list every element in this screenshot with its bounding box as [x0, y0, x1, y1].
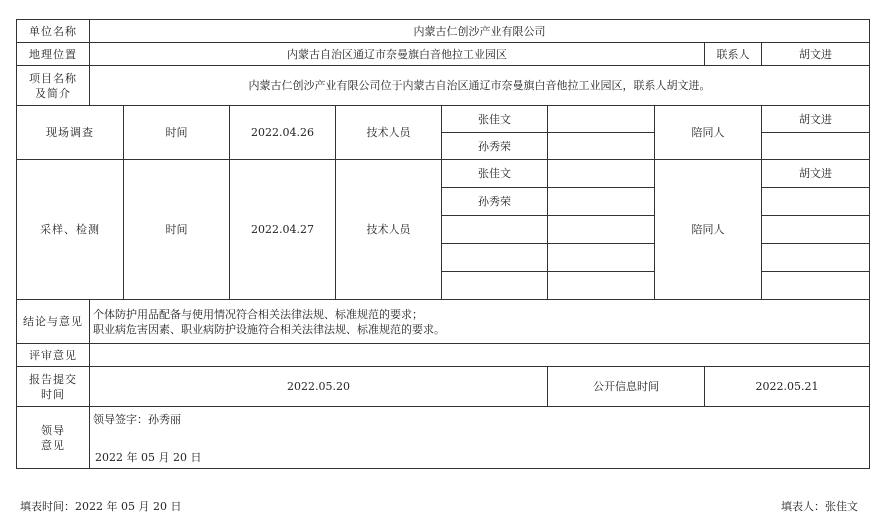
report-row	[17, 367, 870, 407]
survey-label: 现场调查	[17, 106, 124, 160]
sampling-accomp-name	[762, 188, 870, 216]
report-label-line2: 时间	[41, 387, 65, 401]
filler: 填表人：张佳文	[781, 500, 858, 513]
sampling-tech-extra	[548, 244, 655, 272]
sampling-tech-name	[442, 244, 548, 272]
project-label-line1: 项目名称	[29, 71, 77, 85]
leader-row	[17, 407, 870, 469]
survey-row-1	[17, 106, 870, 133]
project-value: 内蒙古仁创沙产业有限公司位于内蒙古自治区通辽市奈曼旗白音他拉工业园区，联系人胡文进。	[90, 66, 870, 106]
sampling-tech-extra	[548, 216, 655, 244]
public-info-date: 2022.05.21	[705, 367, 870, 407]
unit-row	[17, 20, 870, 43]
sampling-tech-label: 技术人员	[336, 160, 442, 300]
report-label-line1: 报告提交	[29, 372, 77, 386]
survey-accomp-name: 胡文进	[762, 106, 870, 133]
review-row	[17, 344, 870, 367]
survey-tech-label: 技术人员	[336, 106, 442, 160]
leader-label	[17, 407, 90, 469]
survey-accomp-label: 陪同人	[655, 106, 762, 160]
location-label: 地理位置	[17, 43, 90, 66]
survey-time-label: 时间	[124, 106, 230, 160]
sampling-row-1	[17, 160, 870, 188]
sampling-accomp-name	[762, 272, 870, 300]
unit-label: 单位名称	[17, 20, 90, 43]
report-label	[17, 367, 90, 407]
unit-value: 内蒙古仁创沙产业有限公司	[90, 20, 870, 43]
sampling-accomp-name: 胡文进	[762, 160, 870, 188]
review-label: 评审意见	[17, 344, 90, 367]
conclusion-label: 结论与意见	[17, 300, 90, 344]
survey-tech-name: 孙秀荣	[442, 133, 548, 160]
location-value: 内蒙古自治区通辽市奈曼旗白音他拉工业园区	[90, 43, 705, 66]
conclusion-line: 个体防护用品配备与使用情况符合相关法律法规、标准规范的要求；	[93, 307, 423, 321]
sampling-tech-extra	[548, 272, 655, 300]
conclusion-line: 职业病危害因素、职业病防护设施符合相关法律法规、标准规范的要求。	[93, 322, 445, 336]
sampling-accomp-name	[762, 216, 870, 244]
sampling-accomp-label: 陪同人	[655, 160, 762, 300]
survey-tech-extra	[548, 106, 655, 133]
fill-time: 填表时间：2022 年 05 月 20 日	[20, 500, 182, 513]
survey-date: 2022.04.26	[230, 106, 336, 160]
project-row	[17, 66, 870, 106]
leader-opinion	[90, 407, 870, 469]
leader-signature: 领导签字：孙秀丽	[93, 413, 181, 426]
sampling-tech-name: 张佳文	[442, 160, 548, 188]
survey-tech-extra	[548, 133, 655, 160]
leader-date: 2022 年 05 月 20 日	[95, 451, 202, 464]
report-date: 2022.05.20	[90, 367, 548, 407]
sampling-date: 2022.04.27	[230, 160, 336, 300]
survey-accomp-name	[762, 133, 870, 160]
review-value	[90, 344, 870, 367]
sampling-label: 采样、检测	[17, 160, 124, 300]
sampling-tech-extra	[548, 160, 655, 188]
survey-tech-name: 张佳文	[442, 106, 548, 133]
sampling-tech-name	[442, 216, 548, 244]
leader-label-line1: 领导	[41, 423, 65, 437]
location-row	[17, 43, 870, 66]
public-info-label: 公开信息时间	[548, 367, 705, 407]
info-table	[16, 19, 870, 469]
project-label	[17, 66, 90, 106]
contact-label: 联系人	[705, 43, 762, 66]
sampling-time-label: 时间	[124, 160, 230, 300]
sampling-accomp-name	[762, 244, 870, 272]
sampling-tech-name: 孙秀荣	[442, 188, 548, 216]
sampling-tech-extra	[548, 188, 655, 216]
sampling-tech-name	[442, 272, 548, 300]
leader-label-line2: 意见	[41, 438, 65, 452]
project-label-line2: 及简介	[35, 86, 71, 100]
contact-value: 胡文进	[762, 43, 870, 66]
conclusion-row	[17, 300, 870, 344]
conclusion-value	[90, 300, 870, 344]
